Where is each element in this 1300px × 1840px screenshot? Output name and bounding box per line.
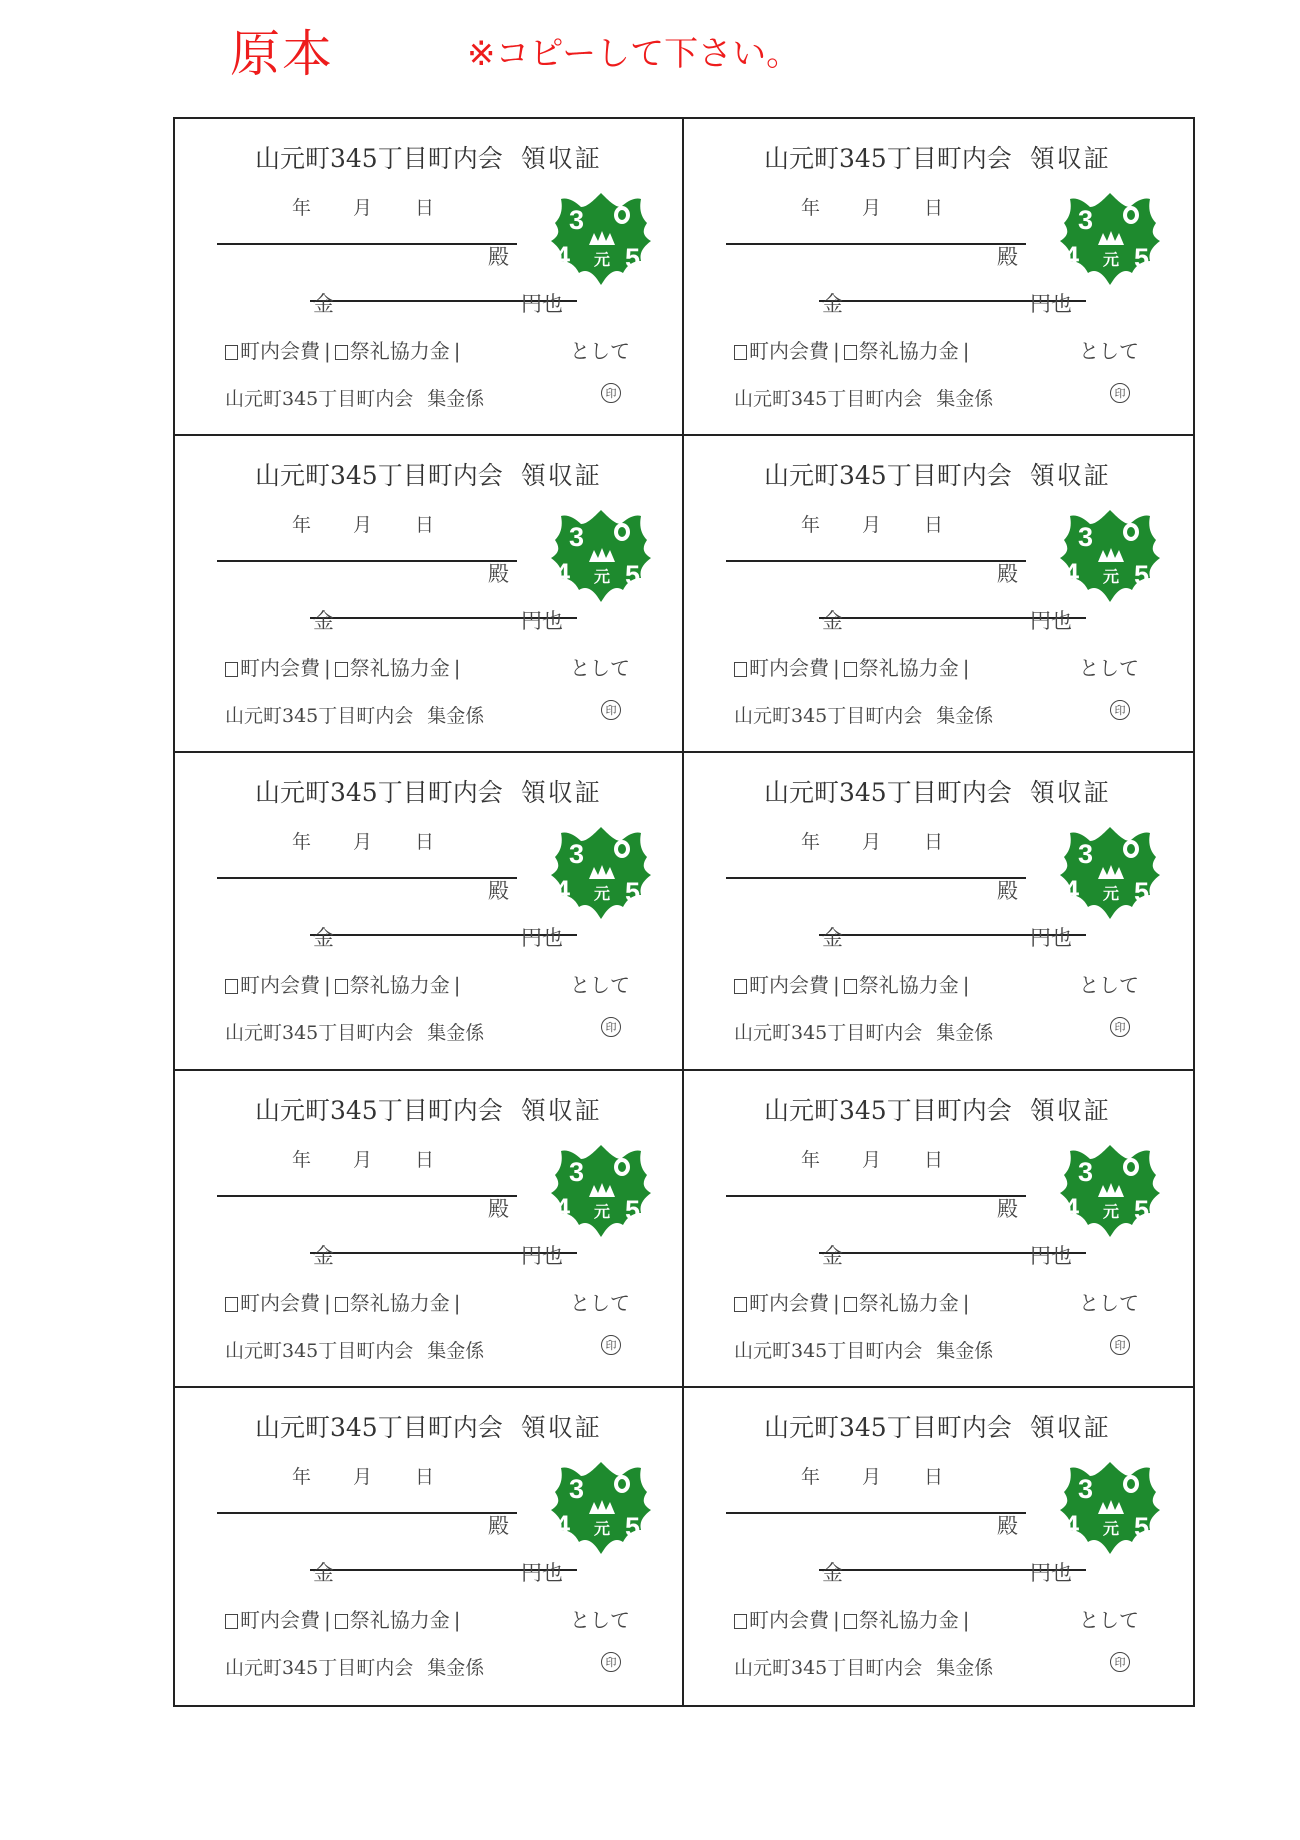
receipt-issuer: 山元町345丁目町内会 — [255, 1095, 503, 1125]
logo-digit-4: 4 — [1064, 241, 1080, 271]
option-festival-donation: 祭礼協力金 — [349, 973, 450, 998]
amount-prefix: 金 — [313, 292, 334, 316]
receipt-title — [764, 1091, 1111, 1127]
receipt-title — [764, 456, 1111, 492]
option-festival-donation: 祭礼協力金 — [349, 656, 450, 681]
logo-digit-4: 4 — [1064, 1509, 1080, 1540]
logo-digit-5: 5 — [1134, 877, 1150, 908]
amount-suffix: 円也 — [521, 1243, 563, 1268]
collector-role: 集金係 — [936, 1656, 994, 1679]
payer-honorific: 殿 — [997, 245, 1018, 269]
page-title: 原本 — [230, 25, 334, 83]
logo-digit-5: 5 — [625, 1194, 641, 1225]
collector-org: 山元町345丁目町内会 — [734, 388, 923, 410]
date-day-label: 日 — [415, 197, 435, 219]
receipt-title — [764, 139, 1111, 175]
purpose-label: として — [1079, 656, 1139, 681]
logo-digit-3: 3 — [569, 1473, 585, 1504]
logo-digit-5: 5 — [1134, 560, 1150, 591]
logo-digit-4: 4 — [555, 1509, 571, 1540]
receipt-doc-title: 領収証 — [520, 1412, 602, 1442]
seal-icon: 印 — [601, 1335, 621, 1355]
leaf-345-emblem-icon — [545, 187, 657, 287]
amount-suffix: 円也 — [521, 609, 563, 634]
collector-role: 集金係 — [936, 1022, 994, 1045]
receipt-issuer: 山元町345丁目町内会 — [764, 144, 1012, 173]
amount-suffix: 円也 — [1030, 1560, 1072, 1585]
collector-org: 山元町345丁目町内会 — [734, 705, 923, 728]
amount-suffix: 円也 — [521, 292, 563, 316]
amount-prefix: 金 — [822, 926, 843, 951]
date-day-label: 日 — [924, 1465, 944, 1488]
collector-line — [734, 1336, 993, 1363]
amount-suffix: 円也 — [521, 1560, 563, 1585]
purpose-options — [225, 1287, 465, 1316]
date-year-label: 年 — [292, 831, 312, 854]
payer-honorific: 殿 — [997, 562, 1018, 587]
payer-name-line — [726, 243, 1026, 245]
option-separator: | — [962, 1290, 970, 1315]
receipt-issuer: 山元町345丁目町内会 — [255, 1412, 503, 1442]
option-festival-donation: 祭礼協力金 — [858, 656, 959, 681]
receipt-issuer: 山元町345丁目町内会 — [255, 778, 503, 808]
receipt-doc-title: 領収証 — [520, 461, 602, 491]
option-separator: | — [453, 1607, 461, 1632]
purpose-label: として — [570, 973, 630, 998]
option-separator: | — [453, 656, 461, 681]
checkbox-icon — [844, 1297, 857, 1312]
seal-icon: 印 — [601, 700, 621, 720]
collector-line — [225, 384, 484, 411]
option-separator: | — [833, 973, 840, 998]
option-separator: | — [324, 1290, 331, 1315]
date-year-label: 年 — [801, 831, 821, 854]
option-separator: | — [833, 656, 840, 681]
option-separator: | — [324, 339, 331, 363]
logo-digit-3: 3 — [1078, 205, 1094, 235]
leaf-345-emblem-icon — [1054, 821, 1166, 921]
payer-honorific: 殿 — [488, 562, 509, 587]
receipt-doc-title: 領収証 — [1029, 461, 1111, 491]
option-separator: | — [833, 339, 840, 363]
receipt-title — [255, 139, 602, 175]
collector-role: 集金係 — [427, 1656, 485, 1679]
payer-name-line — [217, 1195, 517, 1197]
date-month-label: 月 — [862, 514, 882, 537]
checkbox-icon — [335, 345, 348, 360]
collector-line — [225, 1336, 484, 1363]
checkbox-icon — [844, 662, 857, 677]
option-neighborhood-fee: 町内会費 — [240, 973, 320, 998]
receipt-title — [255, 1091, 602, 1127]
amount-prefix: 金 — [313, 609, 334, 634]
leaf-345-emblem-icon — [545, 821, 657, 921]
date-month-label: 月 — [353, 514, 373, 537]
leaf-345-emblem-icon — [1054, 1456, 1166, 1556]
option-festival-donation: 祭礼協力金 — [858, 1607, 959, 1632]
option-neighborhood-fee: 町内会費 — [240, 1607, 320, 1632]
receipt-doc-title: 領収証 — [1029, 778, 1111, 808]
amount-prefix: 金 — [822, 1243, 843, 1268]
purpose-options — [734, 1604, 974, 1633]
payer-name-line — [726, 877, 1026, 879]
logo-kanji: 元 — [594, 250, 611, 269]
logo-digit-3: 3 — [1078, 839, 1094, 870]
option-neighborhood-fee: 町内会費 — [240, 339, 320, 363]
logo-digit-4: 4 — [555, 241, 571, 271]
option-festival-donation: 祭礼協力金 — [349, 339, 450, 363]
logo-digit-5: 5 — [1134, 243, 1150, 273]
collector-line — [734, 701, 993, 728]
option-separator: | — [833, 1607, 840, 1632]
collector-org: 山元町345丁目町内会 — [225, 705, 414, 728]
checkbox-icon — [734, 662, 747, 677]
logo-digit-3: 3 — [1078, 1473, 1094, 1504]
payer-name-line — [726, 1195, 1026, 1197]
checkbox-icon — [335, 1614, 348, 1629]
date-year-label: 年 — [801, 1148, 821, 1171]
purpose-label: として — [1079, 1607, 1139, 1632]
logo-digit-5: 5 — [625, 243, 641, 273]
amount-suffix: 円也 — [1030, 609, 1072, 634]
logo-kanji: 元 — [1103, 250, 1120, 269]
collector-line — [734, 1653, 993, 1680]
payer-name-line — [217, 1512, 517, 1514]
payer-honorific: 殿 — [488, 1513, 509, 1538]
seal-icon: 印 — [601, 383, 621, 403]
option-neighborhood-fee: 町内会費 — [749, 339, 829, 363]
logo-digit-3: 3 — [1078, 1156, 1094, 1187]
receipt-card — [684, 1071, 1193, 1388]
logo-digit-5: 5 — [625, 877, 641, 908]
date-day-label: 日 — [924, 831, 944, 854]
collector-org: 山元町345丁目町内会 — [734, 1656, 923, 1679]
date-month-label: 月 — [353, 197, 373, 219]
payer-honorific: 殿 — [997, 1513, 1018, 1538]
option-separator: | — [962, 973, 970, 998]
checkbox-icon — [734, 1297, 747, 1312]
date-month-label: 月 — [353, 1148, 373, 1171]
checkbox-icon — [844, 979, 857, 994]
date-month-label: 月 — [353, 831, 373, 854]
logo-digit-3: 3 — [1078, 522, 1094, 553]
date-month-label: 月 — [862, 197, 882, 219]
receipt-card — [175, 119, 684, 436]
receipt-issuer: 山元町345丁目町内会 — [255, 144, 503, 173]
purpose-options — [734, 1287, 974, 1316]
copy-instruction: ※コピーして下さい。 — [467, 34, 801, 74]
seal-icon: 印 — [1110, 1652, 1130, 1672]
purpose-label: として — [570, 1607, 630, 1632]
date-year-label: 年 — [292, 514, 312, 537]
purpose-label: として — [570, 656, 630, 681]
option-neighborhood-fee: 町内会費 — [749, 973, 829, 998]
checkbox-icon — [335, 662, 348, 677]
date-year-label: 年 — [801, 514, 821, 537]
collector-line — [225, 1653, 484, 1680]
amount-prefix: 金 — [313, 1243, 334, 1268]
seal-icon: 印 — [1110, 1335, 1130, 1355]
date-month-label: 月 — [862, 1465, 882, 1488]
option-neighborhood-fee: 町内会費 — [240, 656, 320, 681]
receipt-card — [175, 436, 684, 753]
receipt-card — [684, 1388, 1193, 1705]
option-neighborhood-fee: 町内会費 — [749, 656, 829, 681]
logo-digit-5: 5 — [625, 560, 641, 591]
leaf-345-emblem-icon — [545, 504, 657, 604]
checkbox-icon — [225, 979, 238, 994]
seal-icon: 印 — [601, 1017, 621, 1037]
logo-digit-3: 3 — [569, 839, 585, 870]
checkbox-icon — [734, 979, 747, 994]
amount-suffix: 円也 — [521, 926, 563, 951]
checkbox-icon — [225, 662, 238, 677]
checkbox-icon — [225, 345, 238, 360]
collector-role: 集金係 — [936, 1339, 994, 1362]
leaf-345-emblem-icon — [1054, 187, 1166, 287]
receipt-issuer: 山元町345丁目町内会 — [764, 778, 1012, 808]
seal-icon: 印 — [1110, 1017, 1130, 1037]
receipt-sheet — [173, 117, 1195, 1707]
collector-line — [734, 1018, 993, 1045]
collector-org: 山元町345丁目町内会 — [734, 1022, 923, 1045]
logo-kanji: 元 — [1103, 1201, 1120, 1221]
receipt-card — [175, 1071, 684, 1388]
date-year-label: 年 — [292, 1465, 312, 1488]
payer-honorific: 殿 — [488, 245, 509, 269]
option-separator: | — [324, 1607, 331, 1632]
purpose-label: として — [1079, 339, 1139, 363]
option-neighborhood-fee: 町内会費 — [749, 1607, 829, 1632]
logo-digit-5: 5 — [1134, 1194, 1150, 1225]
payer-honorific: 殿 — [997, 879, 1018, 904]
option-separator: | — [962, 1607, 970, 1632]
option-separator: | — [453, 973, 461, 998]
date-day-label: 日 — [924, 1148, 944, 1171]
purpose-label: として — [570, 1290, 630, 1315]
logo-kanji: 元 — [1103, 567, 1120, 587]
purpose-label: として — [570, 339, 630, 363]
option-separator: | — [324, 973, 331, 998]
date-day-label: 日 — [415, 1148, 435, 1171]
option-separator: | — [453, 1290, 461, 1315]
option-separator: | — [453, 339, 461, 363]
logo-kanji: 元 — [1103, 1518, 1120, 1538]
date-year-label: 年 — [801, 197, 821, 219]
amount-prefix: 金 — [822, 609, 843, 634]
checkbox-icon — [335, 1297, 348, 1312]
logo-kanji: 元 — [1103, 884, 1120, 904]
receipt-doc-title: 領収証 — [520, 144, 602, 173]
receipt-doc-title: 領収証 — [520, 778, 602, 808]
receipt-card — [684, 119, 1193, 436]
receipt-title — [764, 773, 1111, 809]
logo-kanji: 元 — [594, 1201, 611, 1221]
logo-digit-5: 5 — [1134, 1511, 1150, 1542]
purpose-options — [225, 335, 465, 364]
option-separator: | — [324, 656, 331, 681]
option-festival-donation: 祭礼協力金 — [349, 1607, 450, 1632]
purpose-label: として — [1079, 973, 1139, 998]
checkbox-icon — [844, 1614, 857, 1629]
date-month-label: 月 — [353, 1465, 373, 1488]
payer-honorific: 殿 — [488, 1196, 509, 1221]
date-year-label: 年 — [292, 1148, 312, 1171]
receipt-title — [255, 773, 602, 809]
logo-digit-3: 3 — [569, 1156, 585, 1187]
checkbox-icon — [734, 345, 747, 360]
amount-prefix: 金 — [313, 1560, 334, 1585]
receipt-doc-title: 領収証 — [520, 1095, 602, 1125]
collector-org: 山元町345丁目町内会 — [225, 388, 414, 410]
receipt-title — [764, 1408, 1111, 1444]
collector-role: 集金係 — [936, 705, 994, 728]
date-month-label: 月 — [862, 1148, 882, 1171]
collector-org: 山元町345丁目町内会 — [225, 1656, 414, 1679]
option-festival-donation: 祭礼協力金 — [349, 1290, 450, 1315]
collector-line — [734, 384, 993, 411]
purpose-options — [225, 969, 465, 998]
collector-role: 集金係 — [427, 388, 485, 410]
date-day-label: 日 — [924, 514, 944, 537]
collector-org: 山元町345丁目町内会 — [225, 1022, 414, 1045]
checkbox-icon — [734, 1614, 747, 1629]
logo-digit-3: 3 — [569, 205, 585, 235]
amount-suffix: 円也 — [1030, 1243, 1072, 1268]
amount-suffix: 円也 — [1030, 292, 1072, 316]
checkbox-icon — [335, 979, 348, 994]
collector-role: 集金係 — [427, 1022, 485, 1045]
logo-digit-4: 4 — [1064, 875, 1080, 906]
leaf-345-emblem-icon — [545, 1456, 657, 1556]
purpose-options — [225, 652, 465, 681]
option-neighborhood-fee: 町内会費 — [749, 1290, 829, 1315]
payer-honorific: 殿 — [488, 879, 509, 904]
receipt-doc-title: 領収証 — [1029, 144, 1111, 173]
seal-icon: 印 — [601, 1652, 621, 1672]
option-separator: | — [962, 339, 970, 363]
receipt-issuer: 山元町345丁目町内会 — [764, 1095, 1012, 1125]
receipt-card — [175, 1388, 684, 1705]
purpose-options — [734, 969, 974, 998]
receipt-card — [684, 753, 1193, 1070]
seal-icon: 印 — [1110, 700, 1130, 720]
option-separator: | — [833, 1290, 840, 1315]
amount-prefix: 金 — [822, 292, 843, 316]
logo-kanji: 元 — [594, 1518, 611, 1538]
logo-kanji: 元 — [594, 567, 611, 587]
collector-role: 集金係 — [427, 705, 485, 728]
leaf-345-emblem-icon — [545, 1139, 657, 1239]
amount-prefix: 金 — [313, 926, 334, 951]
option-festival-donation: 祭礼協力金 — [858, 973, 959, 998]
payer-name-line — [217, 560, 517, 562]
payer-honorific: 殿 — [997, 1196, 1018, 1221]
date-month-label: 月 — [862, 831, 882, 854]
collector-role: 集金係 — [427, 1339, 485, 1362]
payer-name-line — [217, 243, 517, 245]
collector-org: 山元町345丁目町内会 — [734, 1339, 923, 1362]
logo-kanji: 元 — [594, 884, 611, 904]
receipt-title — [255, 456, 602, 492]
collector-role: 集金係 — [936, 388, 994, 410]
receipt-issuer: 山元町345丁目町内会 — [255, 461, 503, 491]
receipt-doc-title: 領収証 — [1029, 1412, 1111, 1442]
date-year-label: 年 — [292, 197, 312, 219]
date-day-label: 日 — [415, 1465, 435, 1488]
receipt-doc-title: 領収証 — [1029, 1095, 1111, 1125]
receipt-card — [175, 753, 684, 1070]
collector-line — [225, 701, 484, 728]
purpose-options — [225, 1604, 465, 1633]
logo-digit-4: 4 — [1064, 558, 1080, 589]
date-day-label: 日 — [924, 197, 944, 219]
date-day-label: 日 — [415, 831, 435, 854]
receipt-card — [684, 436, 1193, 753]
seal-icon: 印 — [1110, 383, 1130, 403]
checkbox-icon — [844, 345, 857, 360]
logo-digit-4: 4 — [555, 1192, 571, 1223]
option-festival-donation: 祭礼協力金 — [858, 339, 959, 363]
option-separator: | — [962, 656, 970, 681]
option-neighborhood-fee: 町内会費 — [240, 1290, 320, 1315]
payer-name-line — [726, 560, 1026, 562]
payer-name-line — [217, 877, 517, 879]
receipt-issuer: 山元町345丁目町内会 — [764, 461, 1012, 491]
collector-org: 山元町345丁目町内会 — [225, 1339, 414, 1362]
logo-digit-4: 4 — [555, 875, 571, 906]
date-day-label: 日 — [415, 514, 435, 537]
logo-digit-5: 5 — [625, 1511, 641, 1542]
leaf-345-emblem-icon — [1054, 1139, 1166, 1239]
purpose-label: として — [1079, 1290, 1139, 1315]
amount-prefix: 金 — [822, 1560, 843, 1585]
leaf-345-emblem-icon — [1054, 504, 1166, 604]
date-year-label: 年 — [801, 1465, 821, 1488]
receipt-issuer: 山元町345丁目町内会 — [764, 1412, 1012, 1442]
amount-suffix: 円也 — [1030, 926, 1072, 951]
purpose-options — [734, 652, 974, 681]
option-festival-donation: 祭礼協力金 — [858, 1290, 959, 1315]
logo-digit-4: 4 — [555, 558, 571, 589]
logo-digit-3: 3 — [569, 522, 585, 553]
checkbox-icon — [225, 1297, 238, 1312]
logo-digit-4: 4 — [1064, 1192, 1080, 1223]
payer-name-line — [726, 1512, 1026, 1514]
purpose-options — [734, 335, 974, 364]
checkbox-icon — [225, 1614, 238, 1629]
receipt-title — [255, 1408, 602, 1444]
collector-line — [225, 1018, 484, 1045]
